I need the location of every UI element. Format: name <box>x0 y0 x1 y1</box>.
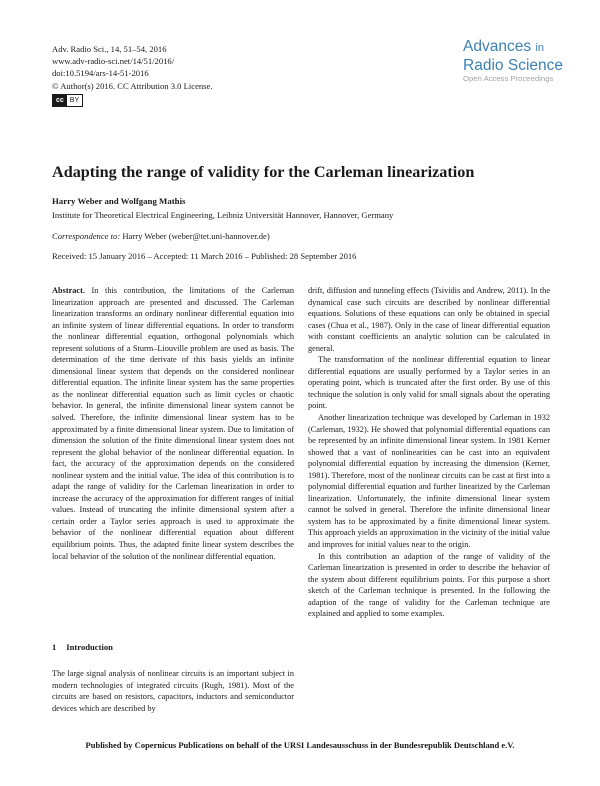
citation: Adv. Radio Sci., 14, 51–54, 2016 <box>52 44 167 54</box>
license: © Author(s) 2016. CC Attribution 3.0 License. <box>52 80 213 91</box>
right-paragraph-3: Another linearization technique was developed by Carleman in 1932 (Carleman, 1932). He showed that polynomial differential equations can be represented by an infinite dimensional linear system. In 1981 Kerner showed that a vast of nonlinearities can be cast into an equivalent polynomial differential equation by increasing the dimension (Kerner, 1981). Therefore, most of the nonlinear circuits can be cast at first into a polynomial differential equation and further linearized by the Carleman linearization. Unfortunately, the infinite dimensional linear system cannot be solved in general. Therefore the infinite dimensional linear system has to be approximated by a finite dimensional linear system. This approach yields an approximation in the vicinity of the initial value and improves for initial values near to the origin. <box>308 413 550 550</box>
introduction-text <box>52 668 294 714</box>
journal-name-line2: Radio Science <box>463 57 563 74</box>
section-number: 1 <box>52 642 57 652</box>
right-paragraph-4: In this contribution an adaption of the range of validity of the Carleman linearization is presented in order to describe the behavior of the system about different equilibrium points. For this purpose a short sketch of the Carleman technique is presented. In the following the adaption of the range of validity for the Carleman technique are explained and applied to some examples. <box>308 551 550 619</box>
intro-paragraph-1: The large signal analysis of nonlinear circuits is an important subject in modern technologies of integrated circuits (Rugh, 1981). Most of the circuits are based on resistors, capacitors, inductors and semiconductor devices which are described by <box>52 669 294 713</box>
cc-badge-right: BY <box>69 96 80 104</box>
doi[interactable]: doi:10.5194/ars-14-51-2016 <box>52 68 149 79</box>
cc-by-icon[interactable] <box>52 94 83 107</box>
correspondence-contact[interactable]: Harry Weber (weber@tet.uni-hannover.de) <box>122 231 270 241</box>
right-paragraph-1: drift, diffusion and tunneling effects (Tsividis and Andrew, 2011). In the dynamical case such circuits are described by nonlinear differential equations. Solutions of these equations can only be obtained in special cases (Chua et al., 1987). Only in the case of linear differential equation with constant coefficients an analytic solution can be calculated in general. <box>308 286 550 353</box>
journal-subtitle: Open Access Proceedings <box>463 74 554 83</box>
abstract-text: In this contribution, the limitations of the Carleman linearization approach are presented and discussed. The Carleman linearization transforms an ordinary nonlinear differential equation into an infinite system of linear differential equations. In order to transform the nonlinear differential equation, orthogonal polynomials which represent solutions of a Sturm–Liouville problem are used as basis. The determination of the time derivate of this basis yields an infinite dimensional linear system that depends on the considered nonlinear differential equation. The infinite linear system has the same properties as the nonlinear differential equation such as limit cycles or chaotic behavior. In general, the infinite dimensional linear system cannot be solved. Therefore, the infinite dimensional linear system has to be approximated by a finite dimensional linear system. Due to limitation of dimension the solution of the finite dimensional linear system does not represent the global behavior of the nonlinear differential equation. In fact, the accuracy of the approximation depends on the considered nonlinear system and the initial value. The idea of this contribution is to adapt the range of validity for the Carleman linearization in order to increase the accuracy of the approximation for different ranges of initial values. Instead of truncating the infinite dimensional system after a certain order a Taylor series approach is used to approximate the behavior of the nonlinear differential equation about different equilibrium points. Thus, the adapted finite linear system describes the local behavior of the solution of the nonlinear differential equation. <box>52 286 294 561</box>
citation-block <box>52 43 213 107</box>
cc-badge-left: cc <box>53 95 67 106</box>
abstract-label: Abstract. <box>52 286 85 295</box>
authors: Harry Weber and Wolfgang Mathis <box>52 196 186 206</box>
correspondence-label: Correspondence to: <box>52 231 121 241</box>
correspondence <box>52 231 270 241</box>
section-heading-introduction <box>52 642 113 652</box>
affiliation: Institute for Theoretical Electrical Engineering, Leibniz Universität Hannover, Hannover, Germany <box>52 210 394 220</box>
journal-name-line1: Advances <box>463 38 532 55</box>
publisher-footer: Published by Copernicus Publications on behalf of the URSI Landesausschuss in der Bundesrepublik Deutschland e.V. <box>85 740 515 750</box>
right-paragraph-2: The transformation of the nonlinear differential equation to linear differential equations are usually performed by a Taylor series in an operating point, which is truncated after the first order. By use of this technique the solution is only valid for small signals about the operating point. <box>308 355 550 411</box>
journal-name-in: in <box>535 42 544 54</box>
article-title: Adapting the range of validity for the Carleman linearization <box>52 163 475 181</box>
journal-logo <box>463 38 563 84</box>
article-url[interactable]: www.adv-radio-sci.net/14/51/2016/ <box>52 56 175 67</box>
publication-dates: Received: 15 January 2016 – Accepted: 11 March 2016 – Published: 28 September 2016 <box>52 251 357 261</box>
section-title: Introduction <box>66 642 113 652</box>
abstract <box>52 285 294 562</box>
right-column <box>308 285 550 620</box>
